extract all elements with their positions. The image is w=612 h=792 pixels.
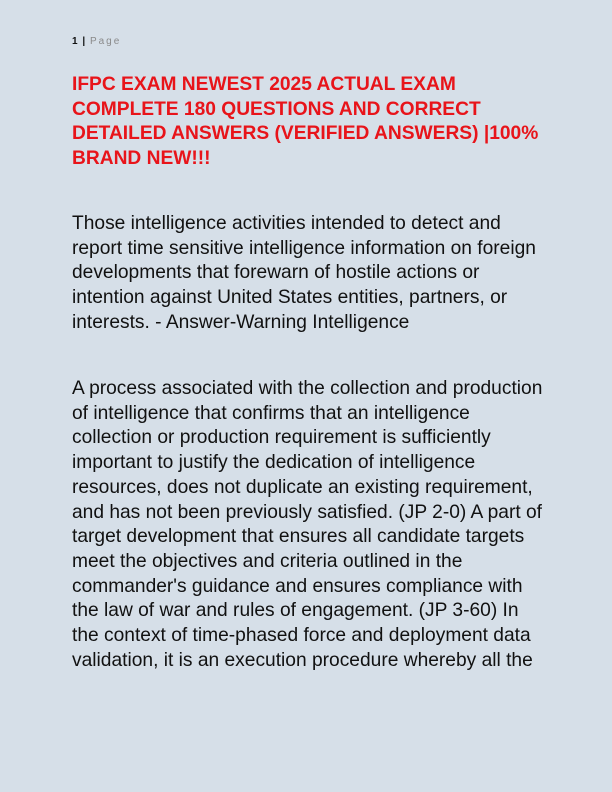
page-number: 1 xyxy=(72,36,78,47)
qa-item-warning-intelligence: Those intelligence activities intended to detect and report time sensitive intelligence information on foreign developments that forewarn of hostile actions or intention against United States entities, partners, or interests. - Answer-Warning Intelligence xyxy=(72,213,536,333)
document-title: IFPC EXAM NEWEST 2025 ACTUAL EXAM COMPLETE 180 QUESTIONS AND CORRECT DETAILED ANSWERS (VERIFIED ANSWERS) |100% BRAND NEW!!! xyxy=(72,74,539,169)
page-label: Page xyxy=(89,36,122,47)
qa-item-validation: A process associated with the collection and production of intelligence that confirms that an intelligence collection or production requirement is sufficiently important to justify the dedication of intelligence resources, does not duplicate an existing requirement, and has not been previously satisfied. (JP 2-0) A part of target development that ensures all candidate targets meet the objectives and criteria outlined in the commander's guidance and ensures compliance with the law of war and rules of engagement. (JP 3-60) In the context of time-phased force and deployment data validation, it is an execution procedure whereby all the xyxy=(72,378,543,671)
page-separator: | xyxy=(82,36,86,47)
page-header xyxy=(72,36,121,48)
